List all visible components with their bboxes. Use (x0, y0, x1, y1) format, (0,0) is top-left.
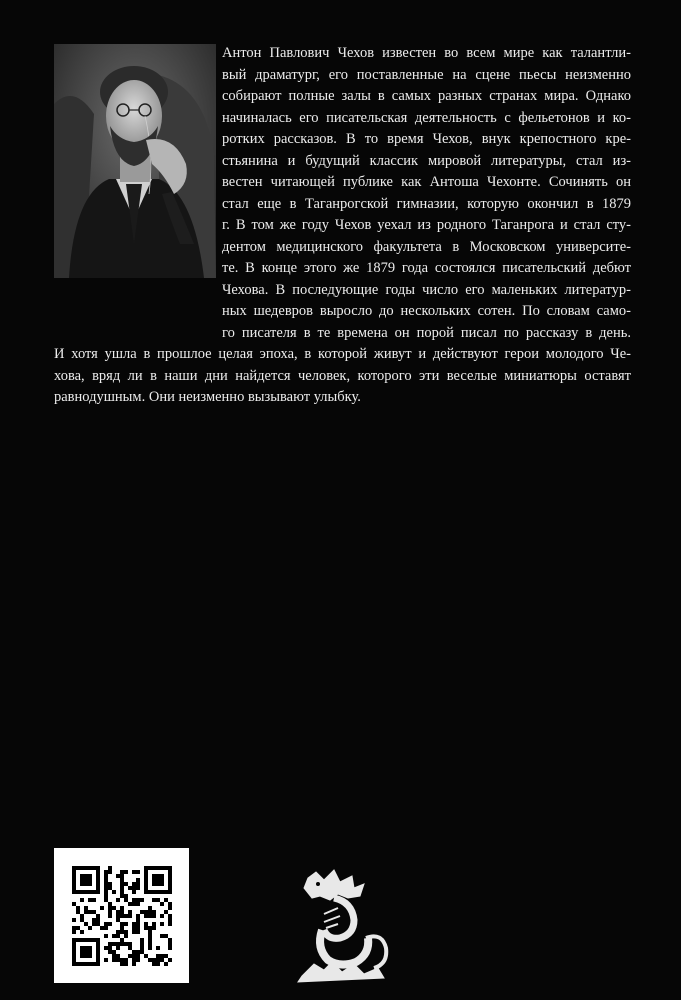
description-line: хова, вряд ли в наши дни найдется человек, которого эти веселые миниатюры оставят (54, 367, 631, 384)
publisher-logo (294, 868, 390, 986)
description-line: вый драматург, его поставленные на сцене пьесы неизменно (222, 66, 631, 83)
description-line: И хотя ушла в прошлое целая эпоха, в которой живут и действуют герои молодого Че- (54, 346, 631, 362)
description-line: стьянина и будущий классик мировой литературы, стал из- (222, 152, 631, 169)
description-line: начиналась его писательская деятельность с фельетонов и ко- (222, 109, 631, 126)
description-line: го писателя в те времена он порой писал по рассказу в день. (222, 324, 631, 341)
qr-code (54, 848, 189, 983)
description-line: ротких рассказов. В то время Чехов, внук крепостного кре- (222, 131, 631, 147)
description-line: ных шедевров выросло до нескольких сотен. По словам само- (222, 303, 631, 319)
description-line: те. В конце этого же 1879 года состоялся писательский дебют (222, 260, 631, 276)
description-line: вестен читающей публике как Антоша Чехонте. Сочинять он (222, 174, 631, 190)
dragon-logo-icon (294, 868, 390, 986)
description-line: Чехова. В последующие годы число его маленьких литератур- (222, 281, 631, 298)
book-description (54, 43, 631, 409)
description-line: собирают полные залы в самых разных странах мира. Однако (222, 88, 631, 104)
description-line: равнодушным. Они неизменно вызывают улыбку. (54, 389, 361, 405)
description-line: дентом медицинского факультета в Московском университе- (222, 238, 631, 255)
description-line: стал еще в Таганрогской гимназии, которую окончил в 1879 (222, 195, 631, 212)
description-line: Антон Павлович Чехов известен во всем мире как талантли- (222, 45, 631, 61)
description-line: г. В том же году Чехов уехал из родного Таганрога и стал сту- (222, 217, 631, 233)
qr-code-icon (54, 848, 189, 983)
